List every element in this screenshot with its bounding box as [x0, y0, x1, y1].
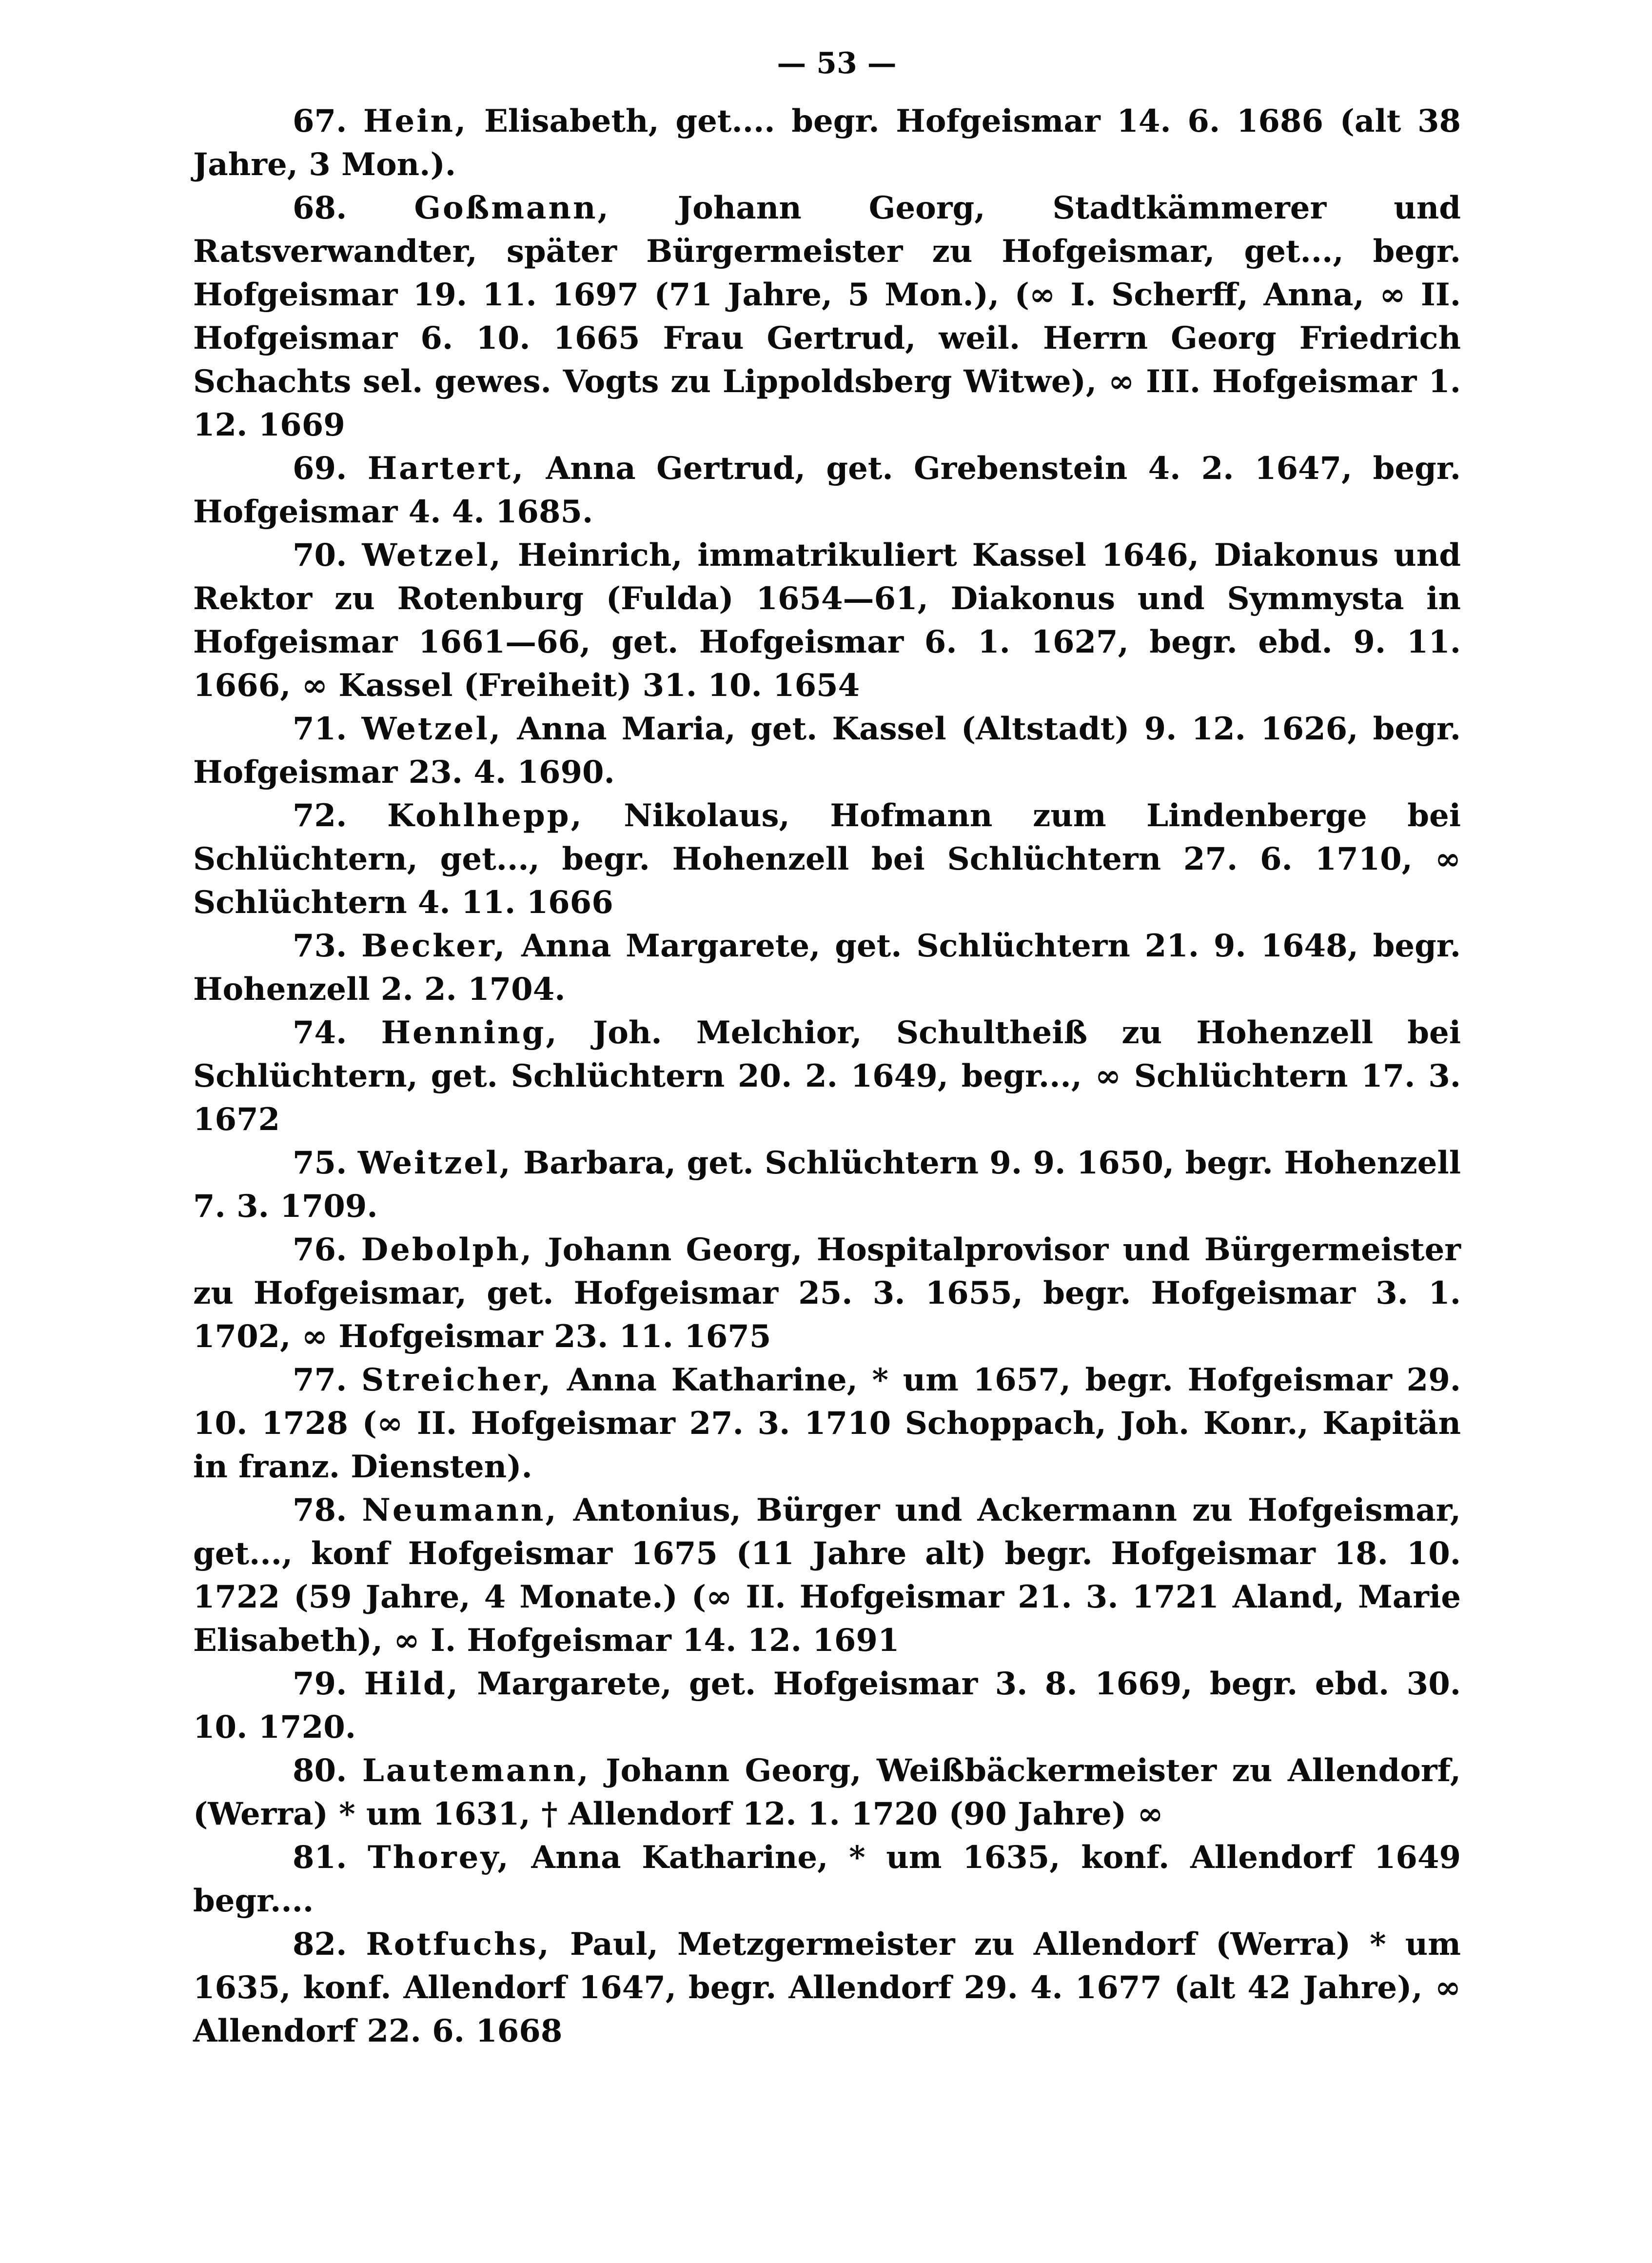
- entry-text: Nikolaus, Hofmann zum Lindenberge bei Schlüchtern, get..., begr. Hohenzell bei Schlüchtern 27. 6. 1710, ∞ Schlüchtern 4. 11. 1666: [193, 797, 1461, 921]
- entry-text: Anna Gertrud, get. Grebenstein 4. 2. 1647, begr. Hofgeismar 4. 4. 1685.: [193, 450, 1461, 530]
- entry-number: 79.: [293, 1666, 347, 1702]
- entry-number: 69.: [293, 450, 347, 487]
- genealogy-entry: [193, 794, 1461, 924]
- entry-surname: Becker,: [361, 928, 507, 964]
- genealogy-entry: [193, 1358, 1461, 1489]
- entry-number: 77.: [293, 1362, 347, 1398]
- entry-number: 67.: [293, 103, 347, 139]
- entry-text: Anna Margarete, get. Schlüchtern 21. 9. 1648, begr. Hohenzell 2. 2. 1704.: [193, 928, 1461, 1008]
- entry-number: 78.: [293, 1492, 347, 1529]
- entry-surname: Weitzel,: [357, 1145, 512, 1181]
- entry-number: 70.: [293, 537, 347, 574]
- entry-text: Johann Georg, Hospitalprovisor und Bürgermeister zu Hofgeismar, get. Hofgeismar 25. 3. 1655, begr. Hofgeismar 3. 1. 1702, ∞ Hofgeismar 23. 11. 1675: [193, 1231, 1461, 1355]
- entry-surname: Goßmann,: [414, 190, 610, 226]
- entry-surname: Rotfuchs,: [366, 1926, 551, 1963]
- entry-surname: Lautemann,: [362, 1752, 590, 1789]
- entry-text: Margarete, get. Hofgeismar 3. 8. 1669, begr. ebd. 30. 10. 1720.: [193, 1666, 1461, 1746]
- entry-number: 74.: [293, 1014, 347, 1051]
- genealogy-entry: [193, 1011, 1461, 1141]
- entry-number: 82.: [293, 1926, 347, 1963]
- entry-text: Paul, Metzgermeister zu Allendorf (Werra) * um 1635, konf. Allendorf 1647, begr. Allendorf 29. 4. 1677 (alt 42 Jahre), ∞ Allendorf 22. 6. 1668: [193, 1926, 1461, 2049]
- entry-surname: Debolph,: [361, 1231, 534, 1268]
- entry-surname: Kohlhepp,: [387, 797, 584, 834]
- entry-surname: Neumann,: [362, 1492, 558, 1529]
- genealogy-entry: [193, 1836, 1461, 1923]
- entry-number: 81.: [293, 1839, 347, 1876]
- genealogy-entry: [193, 924, 1461, 1011]
- genealogy-entry: [193, 1662, 1461, 1749]
- entry-text: Antonius, Bürger und Ackermann zu Hofgeismar, get..., konf Hofgeismar 1675 (11 Jahre alt) begr. Hofgeismar 18. 10. 1722 (59 Jahre, 4 Monate.) (∞ II. Hofgeismar 21. 3. 1721 Aland, Marie Elisabeth), ∞ I. Hofgeismar 14. 12. 1691: [193, 1492, 1461, 1659]
- entry-surname: Thorey,: [368, 1839, 511, 1876]
- entry-list: [193, 99, 1461, 2053]
- entry-text: Johann Georg, Stadtkämmerer und Ratsverwandter, später Bürgermeister zu Hofgeismar, get..., begr. Hofgeismar 19. 11. 1697 (71 Jahre, 5 Mon.), (∞ I. Scherff, Anna, ∞ II. Hofgeismar 6. 10. 1665 Frau Gertrud, weil. Herrn Georg Friedrich Schachts sel. gewes. Vogts zu Lippoldsberg Witwe), ∞ III. Hofgeismar 1. 12. 1669: [193, 190, 1461, 443]
- genealogy-entry: [193, 707, 1461, 794]
- entry-number: 75.: [293, 1145, 347, 1181]
- entry-surname: Henning,: [381, 1014, 559, 1051]
- genealogy-entry: [193, 447, 1461, 534]
- entry-surname: Hartert,: [367, 450, 526, 487]
- genealogy-entry: [193, 1489, 1461, 1662]
- entry-number: 73.: [293, 928, 347, 964]
- entry-number: 80.: [293, 1752, 347, 1789]
- entry-surname: Wetzel,: [361, 711, 503, 747]
- genealogy-entry: [193, 186, 1461, 447]
- entry-surname: Wetzel,: [362, 537, 503, 574]
- entry-surname: Streicher,: [361, 1362, 553, 1398]
- entry-text: Heinrich, immatrikuliert Kassel 1646, Diakonus und Rektor zu Rotenburg (Fulda) 1654—61, Diakonus und Symmysta in Hofgeismar 1661—66, get. Hofgeismar 6. 1. 1627, begr. ebd. 9. 11. 1666, ∞ Kassel (Freiheit) 31. 10. 1654: [193, 537, 1461, 704]
- genealogy-entry: [193, 1141, 1461, 1228]
- entry-number: 72.: [293, 797, 347, 834]
- page-number: — 53 —: [777, 46, 897, 80]
- entry-text: Anna Katharine, * um 1635, konf. Allendorf 1649 begr....: [193, 1839, 1461, 1919]
- genealogy-entry: [193, 1228, 1461, 1358]
- entry-number: 71.: [293, 711, 347, 747]
- entry-surname: Hild,: [364, 1666, 460, 1702]
- genealogy-entry: [193, 1749, 1461, 1836]
- entry-text: Johann Georg, Weißbäckermeister zu Allendorf, (Werra) * um 1631, † Allendorf 12. 1. 1720 (90 Jahre) ∞: [193, 1752, 1461, 1832]
- entry-text: Anna Katharine, * um 1657, begr. Hofgeismar 29. 10. 1728 (∞ II. Hofgeismar 27. 3. 1710 Schoppach, Joh. Konr., Kapitän in franz. Diensten).: [193, 1362, 1461, 1485]
- genealogy-entry: [193, 99, 1461, 186]
- entry-surname: Hein,: [363, 103, 468, 139]
- entry-text: Elisabeth, get.... begr. Hofgeismar 14. 6. 1686 (alt 38 Jahre, 3 Mon.).: [193, 103, 1461, 183]
- genealogy-entry: [193, 534, 1461, 707]
- page: [193, 44, 1461, 2053]
- entry-number: 76.: [293, 1231, 347, 1268]
- genealogy-entry: [193, 1923, 1461, 2053]
- entry-text: Joh. Melchior, Schultheiß zu Hohenzell bei Schlüchtern, get. Schlüchtern 20. 2. 1649, begr..., ∞ Schlüchtern 17. 3. 1672: [193, 1014, 1461, 1138]
- entry-text: Barbara, get. Schlüchtern 9. 9. 1650, begr. Hohenzell 7. 3. 1709.: [193, 1145, 1461, 1225]
- entry-number: 68.: [293, 190, 347, 226]
- entry-text: Anna Maria, get. Kassel (Altstadt) 9. 12. 1626, begr. Hofgeismar 23. 4. 1690.: [193, 711, 1461, 791]
